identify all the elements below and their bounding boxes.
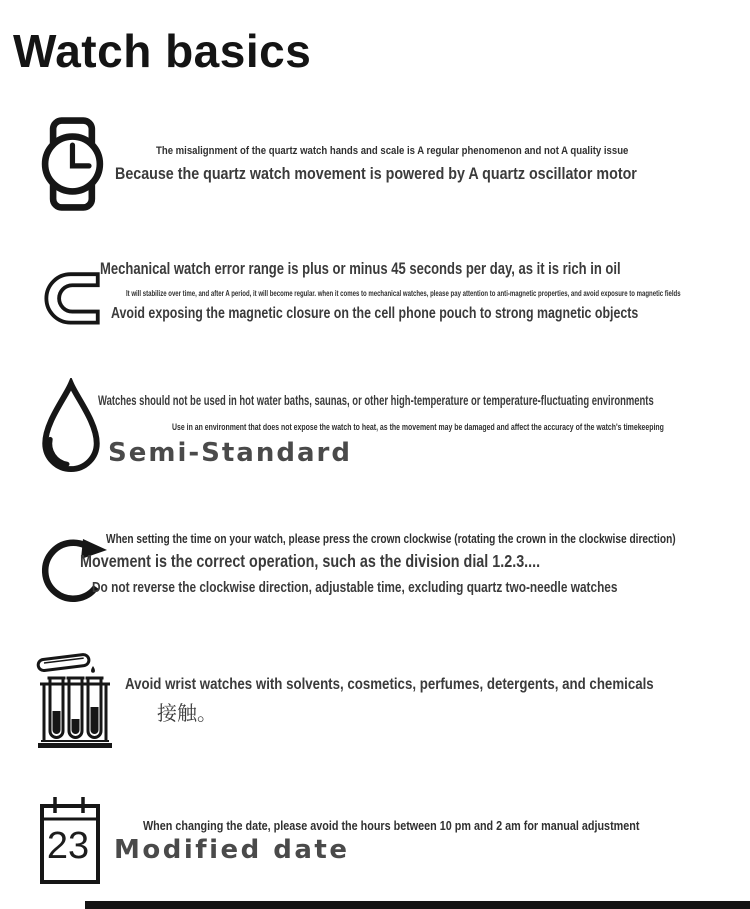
- calendar-icon: [38, 794, 102, 886]
- crown-note: When setting the time on your watch, please press the crown clockwise (rotating the crown in the clockwise direction): [106, 531, 676, 546]
- bottom-divider-strip: [85, 901, 750, 909]
- magnet-headline-2: Avoid exposing the magnetic closure on the cell phone pouch to strong magnetic objects: [111, 305, 639, 322]
- water-headline: Watches should not be used in hot water baths, saunas, or other high-temperature or temperature-fluctuating environments: [98, 393, 654, 408]
- section-quartz: [0, 114, 750, 220]
- section-chemical: [0, 645, 750, 751]
- section-water: [0, 377, 750, 479]
- magnet-note: It will stabilize over time, and after A period, it will become regular. when it comes to mechanical watches, please pay attention to anti-magnetic properties, and avoid exposure to magnetic fields: [126, 288, 681, 298]
- quartz-note: The misalignment of the quartz watch hands and scale is A regular phenomenon and not A quality issue: [156, 145, 629, 157]
- section-magnet: [0, 257, 750, 333]
- crown-headline: Movement is the correct operation, such as the division dial 1.2.3....: [80, 551, 541, 571]
- wrist-watch-icon: [38, 114, 106, 214]
- date-title: Modified date: [114, 835, 350, 865]
- chemical-headline: Avoid wrist watches with solvents, cosmetics, perfumes, detergents, and chemicals: [125, 676, 654, 693]
- magnet-headline: Mechanical watch error range is plus or minus 45 seconds per day, as it is rich in oil: [100, 260, 621, 278]
- crown-headline-2: Do not reverse the clockwise direction, adjustable time, excluding quartz two-needle watches: [92, 579, 618, 596]
- calendar-day: 23: [46, 825, 90, 867]
- date-note: When changing the date, please avoid the hours between 10 pm and 2 am for manual adjustment: [143, 818, 640, 833]
- section-date: [0, 793, 750, 887]
- test-tubes-icon: [36, 645, 114, 749]
- water-drop-icon: [38, 378, 104, 478]
- water-title: Semi-Standard: [108, 438, 352, 468]
- water-note: Use in an environment that does not expose the watch to heat, as the movement may be damaged and affect the accuracy of the watch's timekeeping: [172, 422, 664, 432]
- section-crown: [0, 527, 750, 607]
- page-title: Watch basics: [13, 25, 312, 77]
- horseshoe-magnet-icon: [40, 266, 102, 330]
- quartz-headline: Because the quartz watch movement is powered by A quartz oscillator motor: [115, 164, 637, 183]
- chemical-headline-cjk: 接触。: [157, 703, 217, 725]
